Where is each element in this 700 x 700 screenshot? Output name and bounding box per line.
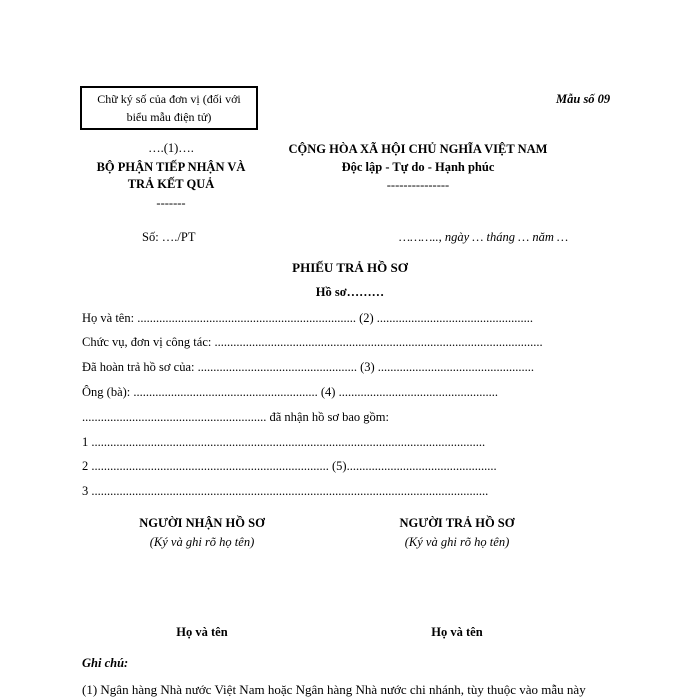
dept-name-line2: TRẢ KẾT QUẢ [127, 177, 215, 191]
field-position: Chức vụ, đơn vị công tác: ......................................................................................................... [82, 335, 543, 349]
note-1: (1) Ngân hàng Nhà nước Việt Nam hoặc Ngân hàng Nhà nước chi nhánh, tùy thuộc vào mẫu này [82, 682, 586, 697]
document-title: PHIẾU TRẢ HỒ SƠ [292, 260, 408, 275]
list-item-2: 2 ............................................................................ (5)................................................ [82, 459, 497, 473]
receiver-title: NGƯỜI NHẬN HỒ SƠ [139, 516, 265, 530]
signature-box-line2: biểu mẫu điện tử) [126, 110, 212, 124]
form-number: Mẫu số 09 [556, 92, 611, 106]
agency-ref: ….(1)…. [148, 141, 194, 155]
returner-title: NGƯỜI TRẢ HỒ SƠ [399, 516, 515, 530]
digital-signature-box [80, 86, 258, 130]
left-separator: ------- [156, 196, 186, 210]
returner-name-label: Họ và tên [431, 625, 483, 639]
returner-note: (Ký và ghi rõ họ tên) [404, 535, 510, 549]
field-mr-mrs: Ông (bà): ........................................................... (4) ................................................... [82, 385, 498, 399]
receiver-name-label: Họ và tên [176, 625, 228, 639]
dept-name-line1: BỘ PHẬN TIẾP NHẬN VÀ [96, 160, 246, 174]
receiver-note: (Ký và ghi rõ họ tên) [149, 535, 255, 549]
date-line: ……….., ngày … tháng … năm … [399, 230, 569, 244]
field-received-docs: ........................................................... đã nhận hồ sơ bao gồm: [82, 410, 389, 424]
document-number: Số: …./PT [142, 230, 196, 244]
right-separator: --------------- [386, 178, 450, 192]
signature-box-line1: Chữ ký số của đơn vị (đối với [97, 92, 241, 106]
country-name: CỘNG HÒA XÃ HỘI CHỦ NGHĨA VIỆT NAM [288, 142, 548, 156]
list-item-3: 3 ............................................................................................................................... [82, 484, 489, 498]
document-subtitle: Hồ sơ……… [315, 285, 385, 299]
national-motto: Độc lập - Tự do - Hạnh phúc [341, 160, 495, 174]
notes-heading: Ghi chú: [82, 656, 129, 670]
list-item-1: 1 .............................................................................................................................. [82, 435, 486, 449]
field-returned-to: Đã hoàn trả hồ sơ của: ................................................... (3) .................................................. [82, 360, 535, 374]
field-full-name: Họ và tên: ...................................................................... (2) .................................................. [82, 311, 534, 325]
